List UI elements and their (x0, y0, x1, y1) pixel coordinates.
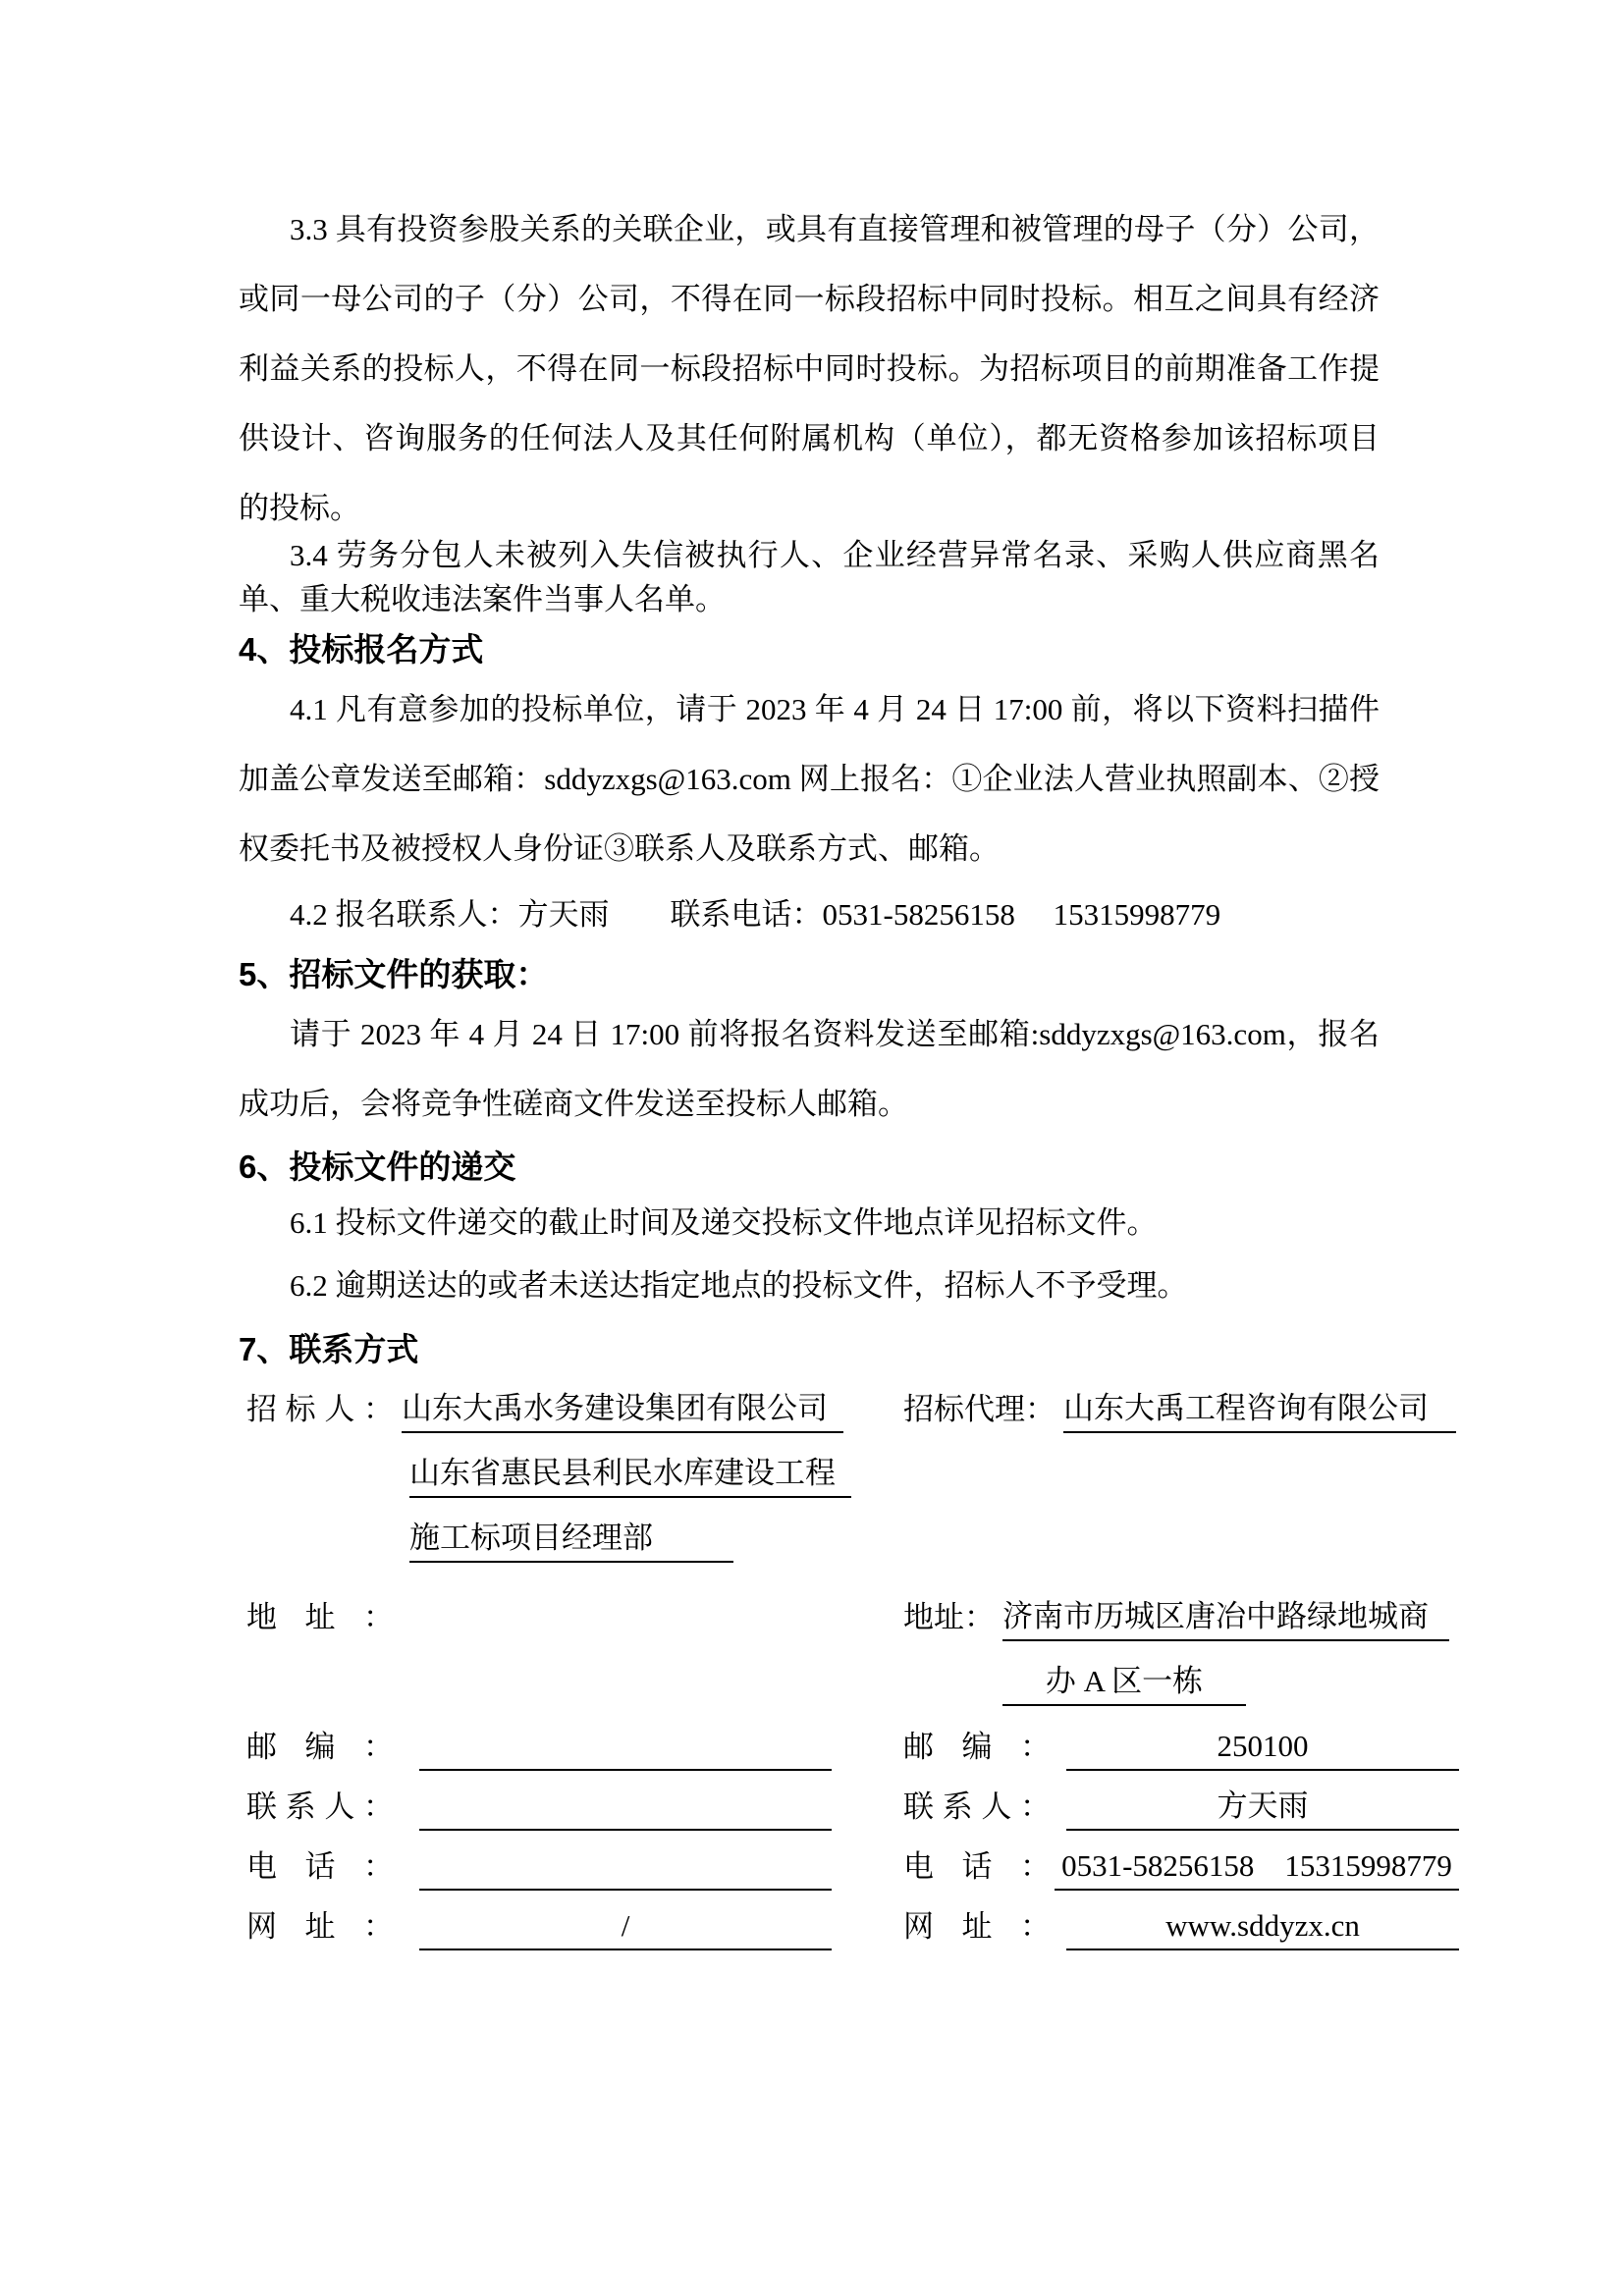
address-left-row (246, 1594, 903, 1659)
phone-right-underline: 0531-58256158 15315998779 (1055, 1843, 1459, 1891)
bidder-name-underline: 山东大禹水务建设集团有限公司 (402, 1386, 843, 1433)
contact-table (239, 1386, 1466, 1963)
address-left-label: 地址： (246, 1600, 394, 1634)
phone-left-underline (419, 1843, 832, 1891)
phone-left-row (239, 1843, 903, 1903)
paragraph-5: 请于 2023 年 4 月 24 日 17:00 前将报名资料发送至邮箱:sddyzxgs@163.com，报名成功后，会将竞争性磋商文件发送至投标人邮箱。 (239, 1017, 1380, 1121)
paragraph-4-1: 4.1 凡有意参加的投标单位，请于 2023 年 4 月 24 日 17:00 前，将以下资料扫描件加盖公章发送至邮箱：sddyzxgs@163.com 网上报名：①企业法人营业执照副本、②授权委托书及被授权人身份证③联系人及联系方式、邮箱。 (239, 692, 1380, 866)
person-right-underline: 方天雨 (1066, 1784, 1459, 1831)
heading-6-document-submission: 6、投标文件的递交 (239, 1148, 516, 1185)
bidder-row-line2 (402, 1451, 903, 1516)
phone-right-label: 电话： (903, 1849, 1051, 1884)
address-right-block (903, 1580, 1466, 1724)
website-right-row (903, 1903, 1466, 1963)
address-right-row (903, 1594, 1466, 1659)
bidder-row-line3 (402, 1516, 903, 1580)
paragraph-6-1: 6.1 投标文件递交的截止时间及递交投标文件地点详见招标文件。 (290, 1205, 1158, 1240)
address-right-label: 地址： (903, 1600, 995, 1634)
paragraph-4-2: 4.2 报名联系人：方天雨 联系电话：0531-58256158 15315998779 (290, 897, 1221, 932)
person-right-row (903, 1784, 1466, 1843)
website-left-label: 网址： (246, 1909, 394, 1944)
website-right-underline: www.sddyzx.cn (1066, 1903, 1459, 1950)
agent-name-underline: 山东大禹工程咨询有限公司 (1063, 1386, 1456, 1433)
zip-left-label: 邮编： (246, 1730, 394, 1764)
person-right-label: 联系人： (903, 1789, 1051, 1824)
agent-label: 招标代理： (903, 1392, 1056, 1426)
bidder-name-line3-underline: 施工标项目经理部 (409, 1516, 733, 1563)
person-left-underline (419, 1784, 832, 1831)
heading-7-contact-info: 7、联系方式 (239, 1331, 419, 1367)
zip-right-row (903, 1724, 1466, 1784)
heading-5-document-acquisition: 5、招标文件的获取： (239, 956, 549, 992)
person-left-row (239, 1784, 903, 1843)
zip-left-row (239, 1724, 903, 1784)
website-left-row (239, 1903, 903, 1963)
zip-right-label: 邮编： (903, 1730, 1051, 1764)
paragraph-6-2: 6.2 逾期送达的或者未送达指定地点的投标文件，招标人不予受理。 (290, 1268, 1188, 1303)
bidder-name-line2-underline: 山东省惠民县利民水库建设工程 (409, 1451, 851, 1498)
phone-left-label: 电话： (246, 1849, 394, 1884)
zip-left-underline (419, 1724, 832, 1771)
heading-4-bid-registration: 4、投标报名方式 (239, 631, 484, 667)
address-right-underline: 济南市历城区唐冶中路绿地城商 (1002, 1594, 1449, 1641)
document-body (239, 194, 1380, 1374)
website-right-label: 网址： (903, 1909, 1051, 1944)
bidder-row (246, 1386, 903, 1451)
zip-right-underline: 250100 (1066, 1724, 1459, 1771)
bidder-label: 招标人： (246, 1392, 394, 1426)
phone-right-row (903, 1843, 1466, 1903)
paragraph-3-3: 3.3 具有投资参股关系的关联企业，或具有直接管理和被管理的母子（分）公司，或同一母公司的子（分）公司，不得在同一标段招标中同时投标。相互之间具有经济利益关系的投标人，不得在同一标段招标中同时投标。为招标项目的前期准备工作提供设计、咨询服务的任何法人及其任何附属机构（单位），都无资格参加该招标项目的投标。 (239, 212, 1380, 525)
paragraph-3-4: 3.4 劳务分包人未被列入失信被执行人、企业经营异常名录、采购人供应商黑名单、重大税收违法案件当事人名单。 (239, 538, 1380, 616)
address-right-line2-underline: 办 A 区一栋 (1002, 1659, 1246, 1706)
address-left-block (239, 1580, 903, 1724)
agent-row (903, 1386, 1466, 1451)
bidder-block (239, 1386, 903, 1580)
person-left-label: 联系人： (246, 1789, 394, 1824)
website-left-underline: / (419, 1903, 832, 1950)
agent-block (903, 1386, 1466, 1580)
address-right-row-line2 (1002, 1659, 1466, 1724)
